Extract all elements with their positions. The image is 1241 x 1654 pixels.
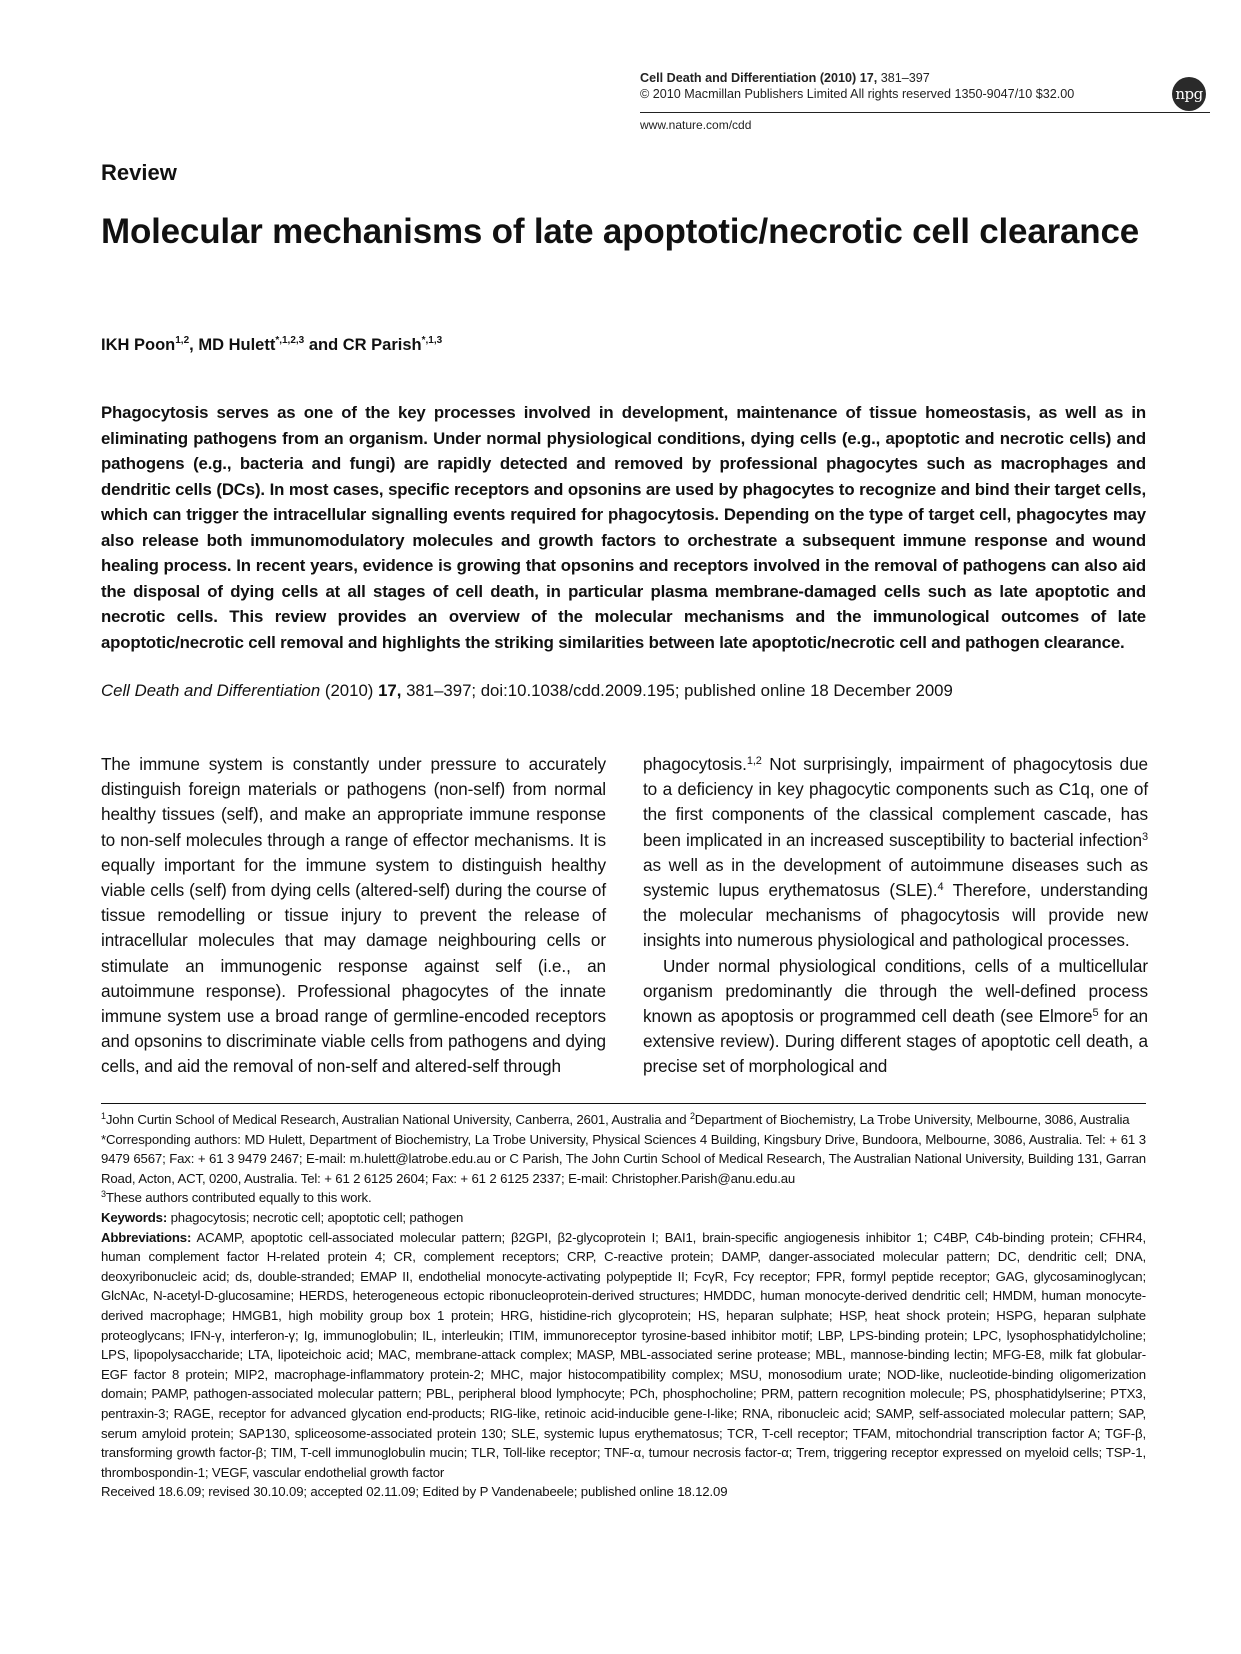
affiliation-text: Department of Biochemistry, La Trobe University, Melbourne, 3086, Australia (694, 1112, 1130, 1127)
equal-contribution-note (101, 1188, 1146, 1208)
journal-citation-line (640, 70, 1210, 86)
citation-year: (2010) (320, 681, 379, 700)
affiliations (101, 1110, 1146, 1130)
author-affiliation: *,1,2,3 (275, 335, 305, 346)
abbreviations-text: ACAMP, apoptotic cell-associated molecular pattern; β2GPI, β2-glycoprotein I; BAI1, brain-specific angiogenesis inhibitor 1; C4BP, C4b-binding protein; CFHR4, human complement factor H-related protein 4; CR, complement receptors; CRP, C-reactive protein; DAMP, danger-associated molecular pattern; DC, dendritic cell; DNA, deoxyribonucleic acid; ds, double-stranded; EMAP II, endothelial monocyte-activating polypeptide II; FcγR, Fcγ receptor; FPR, formyl peptide receptor; GAG, glycosaminoglycan; GlcNAc, N-acetyl-D-glucosamine; HERDS, heterogeneous ectopic ribonucleoprotein-derived structures; HMDDC, human monocyte-derived dendritic cell; HMDM, human monocyte-derived macrophage; HMGB1, high mobility group box 1 protein; HRG, histidine-rich glycoprotein; HS, heparan sulphate; HSP, heat shock protein; HSPG, heparan sulphate proteoglycans; IFN-γ, interferon-γ; Ig, immunoglobulin; IL, interleukin; ITIM, immunoreceptor tyrosine-based inhibitor motif; LBP, LPS-binding protein; LPC, lysophosphatidylcholine; LPS, lipopolysaccharide; LTA, lipoteichoic acid; MAC, membrane-attack complex; MASP, MBL-associated serine protease; MBL, mannose-binding lectin; MFG-E8, milk fat globular-EGF factor 8 protein; MIP2, macrophage-inflammatory protein-2; MHC, major histocompatibility complex; MSU, monosodium urate; NOD-like, nucleotide-binding oligomerization domain; PAMP, pathogen-associated molecular pattern; PBL, peripheral blood lymphocyte; PCh, phosphocholine; PRM, pattern recognition molecule; PS, phosphatidylserine; PTX3, pentraxin-3; RAGE, receptor for advanced glycation end-products; RIG-like, retinoic acid-inducible gene-I-like; RNA, ribonucleic acid; SAMP, self-associated molecular pattern; SAP, serum amyloid protein; SAP130, spliceosome-associated protein 130; SLE, systemic lupus erythematosus; TCR, T-cell receptor; TFAM, mitochondrial transcription factor A; TGF-β, transforming growth factor-β; TIM, T-cell immunoglobulin mucin; TLR, Toll-like receptor; TNF-α, tumour necrosis factor-α; Trem, triggering receptor expressed on myeloid cells; TSP-1, thrombospondin-1; VEGF, vascular endothelial growth factor (101, 1229, 1146, 1480)
article-citation (101, 680, 1146, 702)
keywords-label: Keywords: (101, 1209, 168, 1225)
body-column-right (643, 752, 1148, 1080)
affiliation-marker: 2 (689, 1111, 695, 1121)
keywords (101, 1208, 1146, 1228)
author-name: IKH Poon (101, 336, 176, 354)
corresponding-authors: *Corresponding authors: MD Hulett, Department of Biochemistry, La Trobe University, Physical Sciences 4 Building, Kingsbury Drive, Bundoora, Melbourne, 3086, Australia. Tel: + 61 3 9479 6567; Fax: + 61 3 9479 2467; E-mail: m.hulett@latrobe.edu.au or C Parish, The John Curtin School of Medical Research, The Australian National University, Building 131, Garran Road, Acton, ACT, 0200, Australia. Tel: + 61 2 6125 2604; Fax: + 61 2 6125 2337; E-mail: Christopher.Parish@anu.edu.au (101, 1131, 1146, 1186)
article-type: Review (101, 160, 177, 185)
citation-volume: 17, (378, 681, 402, 700)
abstract: Phagocytosis serves as one of the key processes involved in development, maintenance of tissue homeostasis, as well as in eliminating pathogens from an organism. Under normal physiological conditions, dying cells (e.g., apoptotic and necrotic cells) and pathogens (e.g., bacteria and fungi) are rapidly detected and removed by professional phagocytes such as macrophages and dendritic cells (DCs). In most cases, specific receptors and opsonins are used by phagocytes to recognize and bind their target cells, which can trigger the intracellular signalling events required for phagocytosis. Depending on the type of target cell, phagocytes may also release both immunomodulatory molecules and growth factors to orchestrate a subsequent immune response and wound healing process. In recent years, evidence is growing that opsonins and receptors involved in the removal of pathogens can also aid the disposal of dying cells at all stages of cell death, in particular plasma membrane-damaged cells such as late apoptotic and necrotic cells. This review provides an overview of the molecular mechanisms and the immunological outcomes of late apoptotic/necrotic cell removal and highlights the striking similarities between late apoptotic/necrotic cell and pathogen clearance. (101, 403, 1146, 652)
copyright-line: © 2010 Macmillan Publishers Limited All rights reserved 1350-9047/10 $32.00 (640, 87, 1075, 101)
body-paragraph: The immune system is constantly under pressure to accurately distinguish foreign materials or pathogens (non-self) from normal healthy tissues (self), and make an appropriate immune response to non-self molecules through a range of effector mechanisms. It is equally important for the immune system to distinguish healthy viable cells (self) from dying cells (altered-self) during the course of tissue remodelling or tissue injury to prevent the release of intracellular molecules that may damage neighbouring cells or stimulate an immunogenic response against self (i.e., an autoimmune response). Professional phagocytes of the innate immune system use a broad range of germline-encoded receptors and opsonins to discriminate viable cells from pathogens and dying cells, and aid the removal of non-self and altered-self through (101, 754, 606, 1077)
citation-journal: Cell Death and Differentiation (101, 681, 321, 700)
journal-header (640, 70, 1210, 102)
header-divider (640, 112, 1210, 113)
reference-link[interactable]: 4 (937, 881, 944, 894)
equal-contribution-text: These authors contributed equally to this work. (105, 1190, 372, 1206)
affiliation-text: John Curtin School of Medical Research, Australian National University, Canberra, 2601, Australia and (105, 1112, 690, 1127)
journal-url-link[interactable]: www.nature.com/cdd (640, 118, 752, 132)
reference-link[interactable]: 5 (1092, 1007, 1099, 1020)
received-dates: Received 18.6.09; revised 30.10.09; accepted 02.11.09; Edited by P Vandenabeele; published online 18.12.09 (101, 1484, 728, 1500)
body-text: Under normal physiological conditions, cells of a multicellular organism predominantly die through the well-defined process known as apoptosis or programmed cell death (see Elmore (643, 955, 1148, 1027)
body-text: phagocytosis. (643, 754, 747, 774)
affiliation-marker: 1 (101, 1111, 106, 1121)
body-text: Not surprisingly, impairment of phagocytosis due to a deficiency in key phagocytic components such as C1q, one of the first components of the classical complement cascade, has been implicated in an increased susceptibility to bacterial infection (643, 754, 1148, 850)
author-list (101, 335, 442, 355)
author-separator: , (189, 336, 199, 354)
abbreviations (101, 1228, 1146, 1483)
body-text: for an extensive review). During different stages of apoptotic cell death, a precise set of morphological and (643, 1006, 1148, 1077)
journal-pages: 381–397 (880, 71, 930, 85)
author-affiliation: *,1,3 (421, 335, 443, 346)
affiliation-marker: 3 (101, 1189, 106, 1200)
reference-link[interactable]: 3 (1141, 830, 1148, 843)
keywords-text: phagocytosis; necrotic cell; apoptotic cell; pathogen (167, 1209, 464, 1225)
footnote-divider (101, 1103, 1146, 1104)
journal-name: Cell Death and Differentiation (640, 71, 817, 85)
body-paragraph (643, 752, 1148, 954)
body-text: Therefore, understanding the molecular mechanisms of phagocytosis will provide new insights into numerous physiological and pathological processes. (643, 880, 1148, 951)
author-name: MD Hulett (198, 336, 276, 354)
reference-link[interactable]: 1,2 (746, 755, 762, 767)
author-separator: and (304, 336, 343, 354)
citation-doi[interactable]: 381–397; doi:10.1038/cdd.2009.195; published online 18 December 2009 (401, 681, 953, 700)
body-paragraph (643, 954, 1148, 1080)
body-text: as well as in the development of autoimmune diseases such as systemic lupus erythematosus (SLE). (643, 854, 1148, 901)
npg-logo-icon: npg (1172, 77, 1206, 111)
footnotes (101, 1110, 1146, 1502)
abbreviations-label: Abbreviations: (101, 1229, 192, 1245)
body-column-left (101, 752, 606, 1080)
author-name: CR Parish (342, 336, 422, 354)
article-title: Molecular mechanisms of late apoptotic/necrotic cell clearance (101, 212, 1139, 251)
journal-year: (2010) (819, 71, 857, 85)
author-affiliation: 1,2 (175, 335, 190, 346)
journal-volume: 17, (859, 71, 878, 85)
